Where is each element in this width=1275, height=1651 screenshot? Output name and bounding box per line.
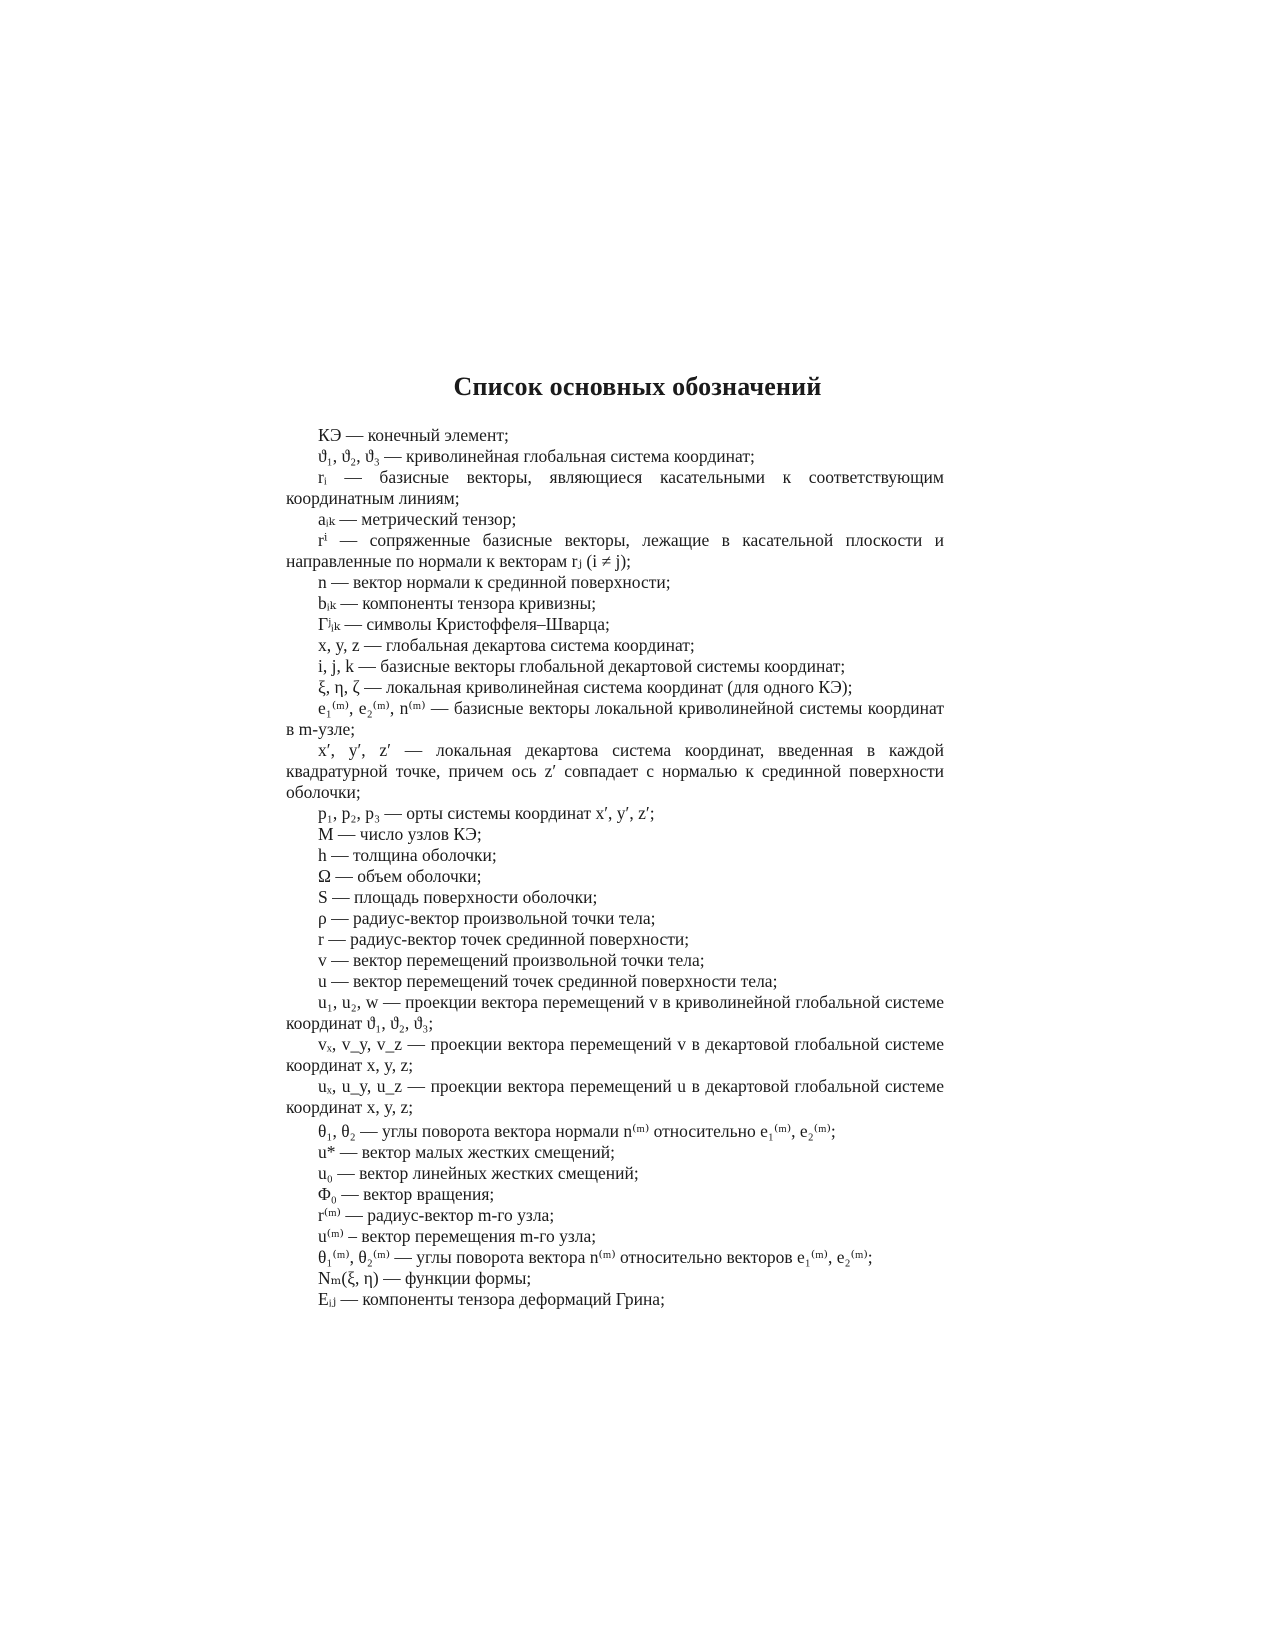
list-item: ρ — радиус-вектор произвольной точки тела;	[318, 908, 656, 928]
list-item: u — вектор перемещений точек срединной поверхности тела;	[318, 971, 778, 991]
list-item: КЭ — конечный элемент;	[318, 425, 509, 445]
list-item: Γʲᵢₖ — символы Кристоффеля–Шварца;	[318, 614, 610, 634]
list-item: Eᵢⱼ — компоненты тензора деформаций Грина;	[318, 1289, 665, 1309]
list-item: bᵢₖ — компоненты тензора кривизны;	[318, 593, 597, 613]
list-item: x, y, z — глобальная декартова система координат;	[318, 635, 695, 655]
list-item: uₓ, u_y, u_z — проекции вектора перемещений u в декартовой глобальной системе координат x, y, z;	[286, 1076, 944, 1117]
list-item: Ω — объем оболочки;	[318, 866, 482, 886]
list-item: aᵢₖ — метрический тензор;	[318, 509, 517, 529]
list-item: r — радиус-вектор точек срединной поверхности;	[318, 929, 690, 949]
list-item: r⁽ᵐ⁾ — радиус-вектор m-го узла;	[318, 1205, 555, 1225]
list-item: S — площадь поверхности оболочки;	[318, 887, 598, 907]
list-item: vₓ, v_y, v_z — проекции вектора перемещений v в декартовой глобальной системе координат x, y, z;	[286, 1034, 944, 1075]
list-item: ϑ₁, ϑ₂, ϑ₃ — криволинейная глобальная система координат;	[318, 446, 755, 466]
list-item: M — число узлов КЭ;	[318, 824, 482, 844]
list-item: x′, y′, z′ — локальная декартова система координат, введенная в каждой квадратурной точке, причем ось z′ совпадает с нормалью к срединной поверхности оболочки;	[286, 740, 944, 802]
list-item: p₁, p₂, p₃ — орты системы координат x′, y′, z′;	[318, 803, 655, 823]
list-item: u⁽ᵐ⁾ – вектор перемещения m-го узла;	[318, 1226, 597, 1246]
list-item: v — вектор перемещений произвольной точки тела;	[318, 950, 705, 970]
list-item: u* — вектор малых жестких смещений;	[318, 1142, 616, 1162]
page-title: Список основных обозначений	[453, 372, 822, 402]
list-item: e₁⁽ᵐ⁾, e₂⁽ᵐ⁾, n⁽ᵐ⁾ — базисные векторы локальной криволинейной системы координат в m-узле;	[286, 698, 944, 739]
list-item: i, j, k — базисные векторы глобальной декартовой системы координат;	[318, 656, 846, 676]
list-item: Nₘ(ξ, η) — функции формы;	[318, 1268, 532, 1288]
list-item: θ₁, θ₂ — углы поворота вектора нормали n⁽ᵐ⁾ относительно e₁⁽ᵐ⁾, e₂⁽ᵐ⁾;	[318, 1121, 836, 1141]
list-item: rᵢ — базисные векторы, являющиеся касательными к соответствующим координатным линиям;	[286, 467, 944, 508]
list-item: Φ₀ — вектор вращения;	[318, 1184, 495, 1204]
list-item: ξ, η, ζ — локальная криволинейная система координат (для одного КЭ);	[318, 677, 853, 697]
list-item: u₀ — вектор линейных жестких смещений;	[318, 1163, 639, 1183]
notation-list	[286, 425, 944, 1310]
list-item: n — вектор нормали к срединной поверхности;	[318, 572, 671, 592]
list-item: u₁, u₂, w — проекции вектора перемещений v в криволинейной глобальной системе координат ϑ₁, ϑ₂, ϑ₃;	[286, 992, 944, 1033]
list-item: h — толщина оболочки;	[318, 845, 497, 865]
list-item: rⁱ — сопряженные базисные векторы, лежащие в касательной плоскости и направленные по нормали к векторам rⱼ (i ≠ j);	[286, 530, 944, 571]
list-item: θ₁⁽ᵐ⁾, θ₂⁽ᵐ⁾ — углы поворота вектора n⁽ᵐ⁾ относительно векторов e₁⁽ᵐ⁾, e₂⁽ᵐ⁾;	[318, 1247, 873, 1267]
